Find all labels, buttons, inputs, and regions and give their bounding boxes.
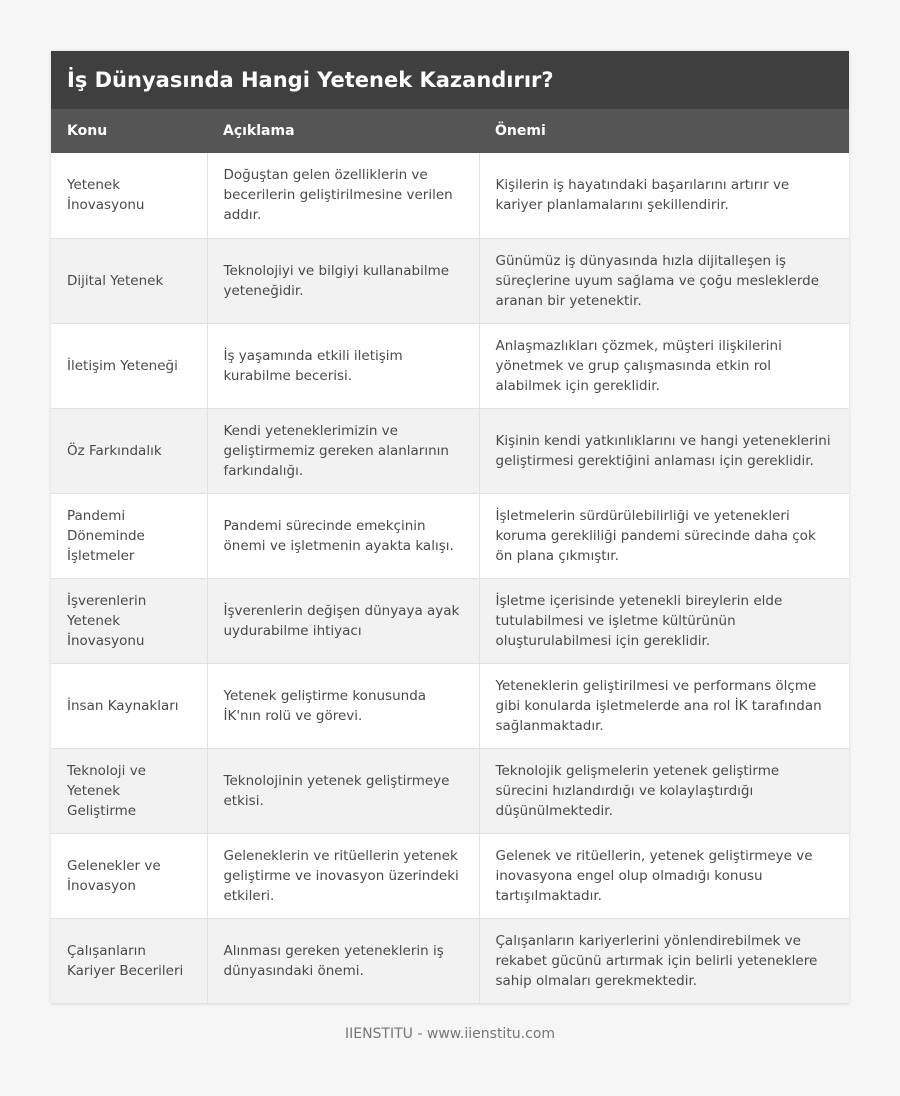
cell-konu: Öz Farkındalık <box>51 408 207 493</box>
cell-konu: Gelenekler ve İnovasyon <box>51 833 207 918</box>
cell-aciklama: Teknolojinin yetenek geliştirmeye etkisi. <box>207 748 479 833</box>
cell-konu: Pandemi Döneminde İşletmeler <box>51 493 207 578</box>
table-row <box>51 323 849 408</box>
cell-onemi: Çalışanların kariyerlerini yönlendirebilmek ve rekabet gücünü artırmak için belirli yeteneklere sahip olmaları gerekmektedir. <box>479 918 849 1003</box>
cell-onemi: Gelenek ve ritüellerin, yetenek geliştirmeye ve inovasyona engel olup olmadığı konusu tartışılmaktadır. <box>479 833 849 918</box>
table-row <box>51 833 849 918</box>
cell-onemi: Kişilerin iş hayatındaki başarılarını artırır ve kariyer planlamalarını şekillendirir. <box>479 153 849 238</box>
cell-onemi: Anlaşmazlıkları çözmek, müşteri ilişkilerini yönetmek ve grup çalışmasında etkin rol alabilmek için gereklidir. <box>479 323 849 408</box>
cell-aciklama: İşverenlerin değişen dünyaya ayak uydurabilme ihtiyacı <box>207 578 479 663</box>
table-title: İş Dünyasında Hangi Yetenek Kazandırır? <box>51 51 849 109</box>
cell-konu: İnsan Kaynakları <box>51 663 207 748</box>
cell-onemi: İşletme içerisinde yetenekli bireylerin elde tutulabilmesi ve işletme kültürünün oluşturulabilmesi için gereklidir. <box>479 578 849 663</box>
cell-onemi: Günümüz iş dünyasında hızla dijitalleşen iş süreçlerine uyum sağlama ve çoğu mesleklerde aranan bir yetenektir. <box>479 238 849 323</box>
cell-aciklama: Pandemi sürecinde emekçinin önemi ve işletmenin ayakta kalışı. <box>207 493 479 578</box>
column-header-konu: Konu <box>51 109 207 153</box>
table-row <box>51 238 849 323</box>
table-row <box>51 493 849 578</box>
cell-konu: İletişim Yeteneği <box>51 323 207 408</box>
info-table-card <box>51 51 849 1004</box>
cell-aciklama: Geleneklerin ve ritüellerin yetenek geliştirme ve inovasyon üzerindeki etkileri. <box>207 833 479 918</box>
cell-konu: Teknoloji ve Yetenek Geliştirme <box>51 748 207 833</box>
table-row <box>51 578 849 663</box>
cell-konu: İşverenlerin Yetenek İnovasyonu <box>51 578 207 663</box>
column-header-onemi: Önemi <box>479 109 849 153</box>
site-footer: IIENSTITU - www.iienstitu.com <box>344 1026 556 1042</box>
cell-aciklama: Doğuştan gelen özelliklerin ve becerilerin geliştirilmesine verilen addır. <box>207 153 479 238</box>
table-row <box>51 748 849 833</box>
data-table <box>51 109 849 1004</box>
table-row <box>51 918 849 1003</box>
table-row <box>51 663 849 748</box>
header-row <box>51 109 849 153</box>
cell-aciklama: İş yaşamında etkili iletişim kurabilme becerisi. <box>207 323 479 408</box>
cell-onemi: Kişinin kendi yatkınlıklarını ve hangi yeteneklerini geliştirmesi gerektiğini anlaması için gereklidir. <box>479 408 849 493</box>
cell-konu: Çalışanların Kariyer Becerileri <box>51 918 207 1003</box>
cell-aciklama: Teknolojiyi ve bilgiyi kullanabilme yeteneğidir. <box>207 238 479 323</box>
table-row <box>51 153 849 238</box>
cell-konu: Dijital Yetenek <box>51 238 207 323</box>
cell-konu: Yetenek İnovasyonu <box>51 153 207 238</box>
column-header-aciklama: Açıklama <box>207 109 479 153</box>
cell-onemi: Teknolojik gelişmelerin yetenek geliştirme sürecini hızlandırdığı ve kolaylaştırdığı düşünülmektedir. <box>479 748 849 833</box>
cell-aciklama: Yetenek geliştirme konusunda İK'nın rolü ve görevi. <box>207 663 479 748</box>
table-row <box>51 408 849 493</box>
cell-onemi: Yeteneklerin geliştirilmesi ve performans ölçme gibi konularda işletmelerde ana rol İK tarafından sağlanmaktadır. <box>479 663 849 748</box>
cell-aciklama: Alınması gereken yeteneklerin iş dünyasındaki önemi. <box>207 918 479 1003</box>
cell-onemi: İşletmelerin sürdürülebilirliği ve yetenekleri koruma gerekliliği pandemi sürecinde daha çok ön plana çıkmıştır. <box>479 493 849 578</box>
cell-aciklama: Kendi yeteneklerimizin ve geliştirmemiz gereken alanlarının farkındalığı. <box>207 408 479 493</box>
